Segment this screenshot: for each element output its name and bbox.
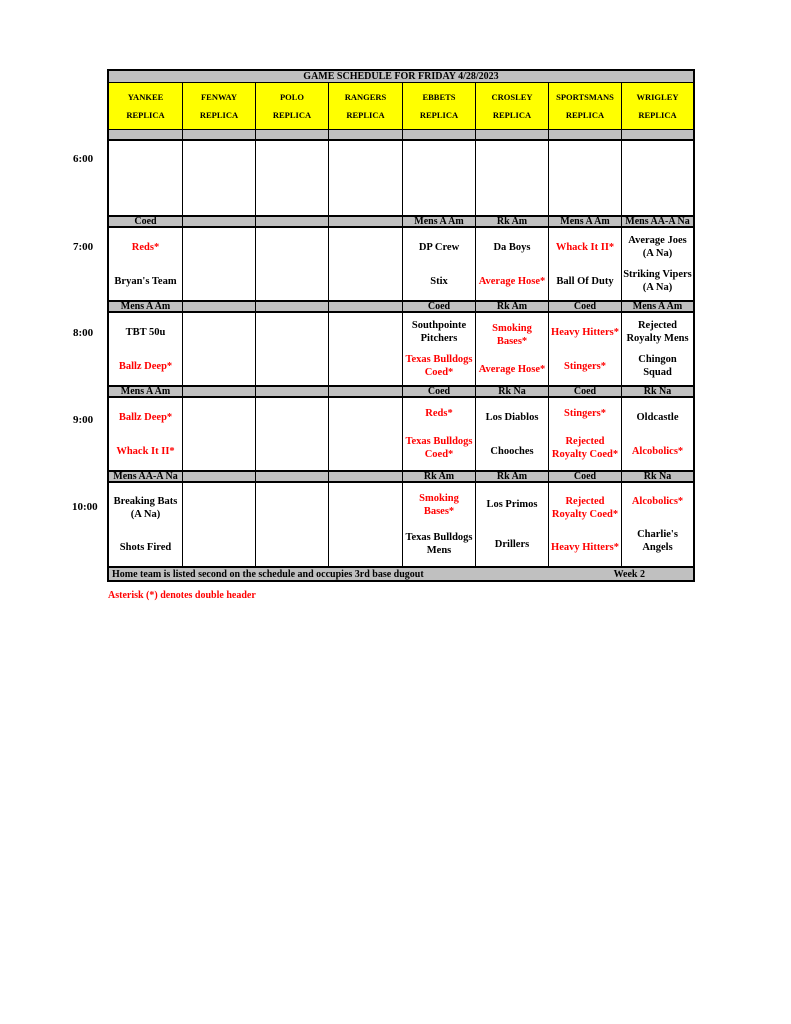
time-slot-10 (107, 483, 695, 568)
game-cell (549, 313, 622, 385)
time-label: 9:00 (73, 414, 94, 426)
game-cell (183, 483, 256, 566)
division-cell: Mens A Am (632, 302, 683, 311)
division-cell (256, 472, 329, 481)
field-name: POLO (279, 91, 305, 102)
division-row (107, 387, 695, 398)
field-name: RANGERS (344, 91, 387, 102)
division-cell (622, 130, 693, 139)
division-cell (476, 130, 549, 139)
away-team: TBT 50u (125, 326, 166, 338)
away-team: Stingers* (564, 408, 606, 420)
division-row (107, 217, 695, 228)
game-cell (256, 313, 329, 385)
division-cell: Coed (403, 302, 476, 311)
game-cell (476, 483, 549, 566)
division-cell: Rk Am (476, 472, 549, 481)
field-subtitle: REPLICA (419, 110, 459, 121)
game-cell (109, 483, 183, 566)
home-team: Bryan's Team (114, 275, 177, 287)
time-label: 8:00 (73, 327, 94, 339)
week-label: Week 2 (613, 568, 645, 580)
game-cell (476, 141, 549, 215)
game-cell (329, 483, 403, 566)
time-slot-9 (107, 398, 695, 472)
time-slot-6 (107, 141, 695, 217)
division-cell (256, 302, 329, 311)
field-name: CROSLEY (491, 91, 533, 102)
division-cell (329, 387, 403, 396)
game-cell (476, 313, 549, 385)
away-team: Breaking Bats (A Na) (113, 496, 178, 520)
home-team: Drillers (494, 538, 530, 550)
division-cell: Coed (403, 387, 476, 396)
game-cell (329, 313, 403, 385)
field-header-wrigley (622, 83, 693, 129)
away-team: Los Primos (486, 499, 538, 511)
home-team: Whack It II* (116, 445, 175, 457)
division-cell (256, 217, 329, 226)
away-team: Whack It II* (555, 241, 615, 253)
division-cell (256, 130, 329, 139)
home-team: Texas Bulldogs Coed* (405, 435, 473, 460)
field-subtitle: REPLICA (492, 110, 532, 121)
game-cell (622, 228, 693, 300)
field-name: SPORTSMANS (556, 91, 614, 102)
field-subtitle: REPLICA (346, 110, 385, 121)
home-team: Texas Bulldogs Mens (405, 532, 473, 557)
home-team: Rejected Royalty Coed* (551, 435, 619, 460)
away-team: Smoking Bases* (492, 323, 532, 348)
division-cell (329, 130, 403, 139)
away-team: Rejected Royalty Coed* (551, 496, 619, 520)
field-header-polo (256, 83, 329, 129)
double-header-note: Asterisk (*) denotes double header (108, 590, 256, 601)
game-cell (403, 313, 476, 385)
game-cell (109, 228, 183, 300)
division-cell (183, 302, 256, 311)
game-cell (549, 398, 622, 470)
home-team: Texas Bulldogs Coed* (405, 354, 473, 378)
game-cell (549, 141, 622, 215)
division-cell: Mens A Am (109, 302, 183, 311)
game-cell (329, 398, 403, 470)
time-label: 10:00 (72, 501, 98, 513)
away-team: Alcobolics* (631, 496, 684, 507)
field-subtitle: REPLICA (272, 110, 312, 121)
game-cell (403, 228, 476, 300)
division-cell: Rk Na (643, 387, 672, 396)
schedule-footer (107, 568, 695, 582)
division-row (107, 302, 695, 313)
division-row (107, 130, 695, 141)
field-name: YANKEE (127, 91, 164, 102)
division-cell: Coed (109, 217, 183, 226)
division-cell: Mens AA-A Na (109, 472, 183, 481)
division-cell: Coed (549, 387, 622, 396)
time-slot-8 (107, 313, 695, 387)
field-header-fenway (183, 83, 256, 129)
field-header-row (107, 83, 695, 130)
game-cell (622, 141, 693, 215)
division-cell: Mens A Am (403, 217, 476, 226)
time-slot-7 (107, 228, 695, 302)
schedule-title (107, 69, 695, 83)
division-cell (549, 130, 622, 139)
time-label: 7:00 (73, 241, 94, 253)
home-team-note: Home team is listed second on the schedule and occupies 3rd base dugout (112, 568, 424, 580)
away-team: Southpointe Pitchers (411, 320, 467, 344)
division-cell (183, 130, 256, 139)
field-name: FENWAY (200, 91, 238, 102)
division-cell: Rk Am (476, 217, 549, 226)
division-cell (256, 387, 329, 396)
home-team: Average Hose* (478, 363, 546, 375)
away-team: Reds* (131, 241, 160, 253)
home-team: Ballz Deep* (118, 360, 173, 372)
away-team: Ballz Deep* (118, 411, 173, 423)
home-team: Chooches (490, 445, 534, 457)
home-team: Stix (430, 275, 448, 287)
division-cell: Rk Am (403, 472, 476, 481)
home-team: Stingers* (564, 360, 606, 372)
game-cell (403, 398, 476, 470)
game-cell (183, 228, 256, 300)
away-team: Average Joes (A Na) (628, 235, 687, 259)
game-cell (256, 141, 329, 215)
field-name: WRIGLEY (636, 91, 679, 102)
division-cell (109, 130, 183, 139)
game-cell (256, 483, 329, 566)
division-cell: Rk Na (476, 387, 549, 396)
game-cell (403, 483, 476, 566)
schedule-title-text: GAME SCHEDULE FOR FRIDAY 4/28/2023 (303, 71, 499, 82)
game-cell (329, 141, 403, 215)
game-cell (109, 141, 183, 215)
home-team: Ball Of Duty (556, 275, 614, 287)
field-subtitle: REPLICA (565, 110, 605, 121)
division-cell (329, 472, 403, 481)
division-cell: Mens AA-A Na (625, 217, 690, 226)
game-cell (622, 398, 693, 470)
division-cell (329, 217, 403, 226)
game-cell (549, 228, 622, 300)
game-cell (183, 141, 256, 215)
game-cell (622, 483, 693, 566)
game-cell (256, 228, 329, 300)
away-team: Rejected Royalty Mens (626, 320, 689, 344)
away-team: Los Diablos (485, 411, 539, 423)
division-cell (183, 217, 256, 226)
division-cell: Rk Am (476, 302, 549, 311)
game-cell (183, 398, 256, 470)
game-cell (403, 141, 476, 215)
home-team: Striking Vipers (A Na) (623, 269, 692, 293)
division-cell (183, 387, 256, 396)
field-header-crosley (476, 83, 549, 129)
home-team: Average Hose* (478, 275, 546, 287)
division-cell (329, 302, 403, 311)
field-subtitle: REPLICA (638, 110, 677, 121)
home-team: Chingon Squad (638, 354, 677, 378)
away-team: Reds* (425, 408, 453, 420)
game-cell (476, 228, 549, 300)
division-cell (403, 130, 476, 139)
home-team: Charlie's Angels (637, 529, 678, 553)
away-team: Smoking Bases* (419, 492, 459, 517)
game-cell (476, 398, 549, 470)
home-team: Alcobolics* (631, 445, 684, 457)
game-cell (622, 313, 693, 385)
division-cell: Mens A Am (109, 387, 183, 396)
field-name: EBBETS (422, 91, 456, 102)
field-header-sportsmans (549, 83, 622, 129)
time-label: 6:00 (73, 153, 94, 165)
division-cell: Rk Na (643, 472, 672, 481)
division-cell: Coed (549, 472, 622, 481)
game-cell (256, 398, 329, 470)
game-cell (109, 398, 183, 470)
game-cell (109, 313, 183, 385)
home-team: Heavy Hitters* (551, 542, 619, 553)
away-team: Oldcastle (636, 411, 679, 423)
field-header-ebbets (403, 83, 476, 129)
away-team: Da Boys (493, 241, 531, 253)
field-header-rangers (329, 83, 403, 129)
division-cell: Coed (549, 302, 622, 311)
field-subtitle: REPLICA (199, 110, 239, 121)
game-cell (329, 228, 403, 300)
schedule-table (107, 69, 695, 582)
game-cell (549, 483, 622, 566)
home-team: Shots Fired (119, 542, 172, 553)
game-cell (183, 313, 256, 385)
away-team: Heavy Hitters* (551, 326, 619, 338)
field-header-yankee (109, 83, 183, 129)
division-cell (183, 472, 256, 481)
division-row (107, 472, 695, 483)
away-team: DP Crew (418, 241, 460, 253)
division-cell: Mens A Am (549, 217, 622, 226)
field-subtitle: REPLICA (126, 110, 165, 121)
